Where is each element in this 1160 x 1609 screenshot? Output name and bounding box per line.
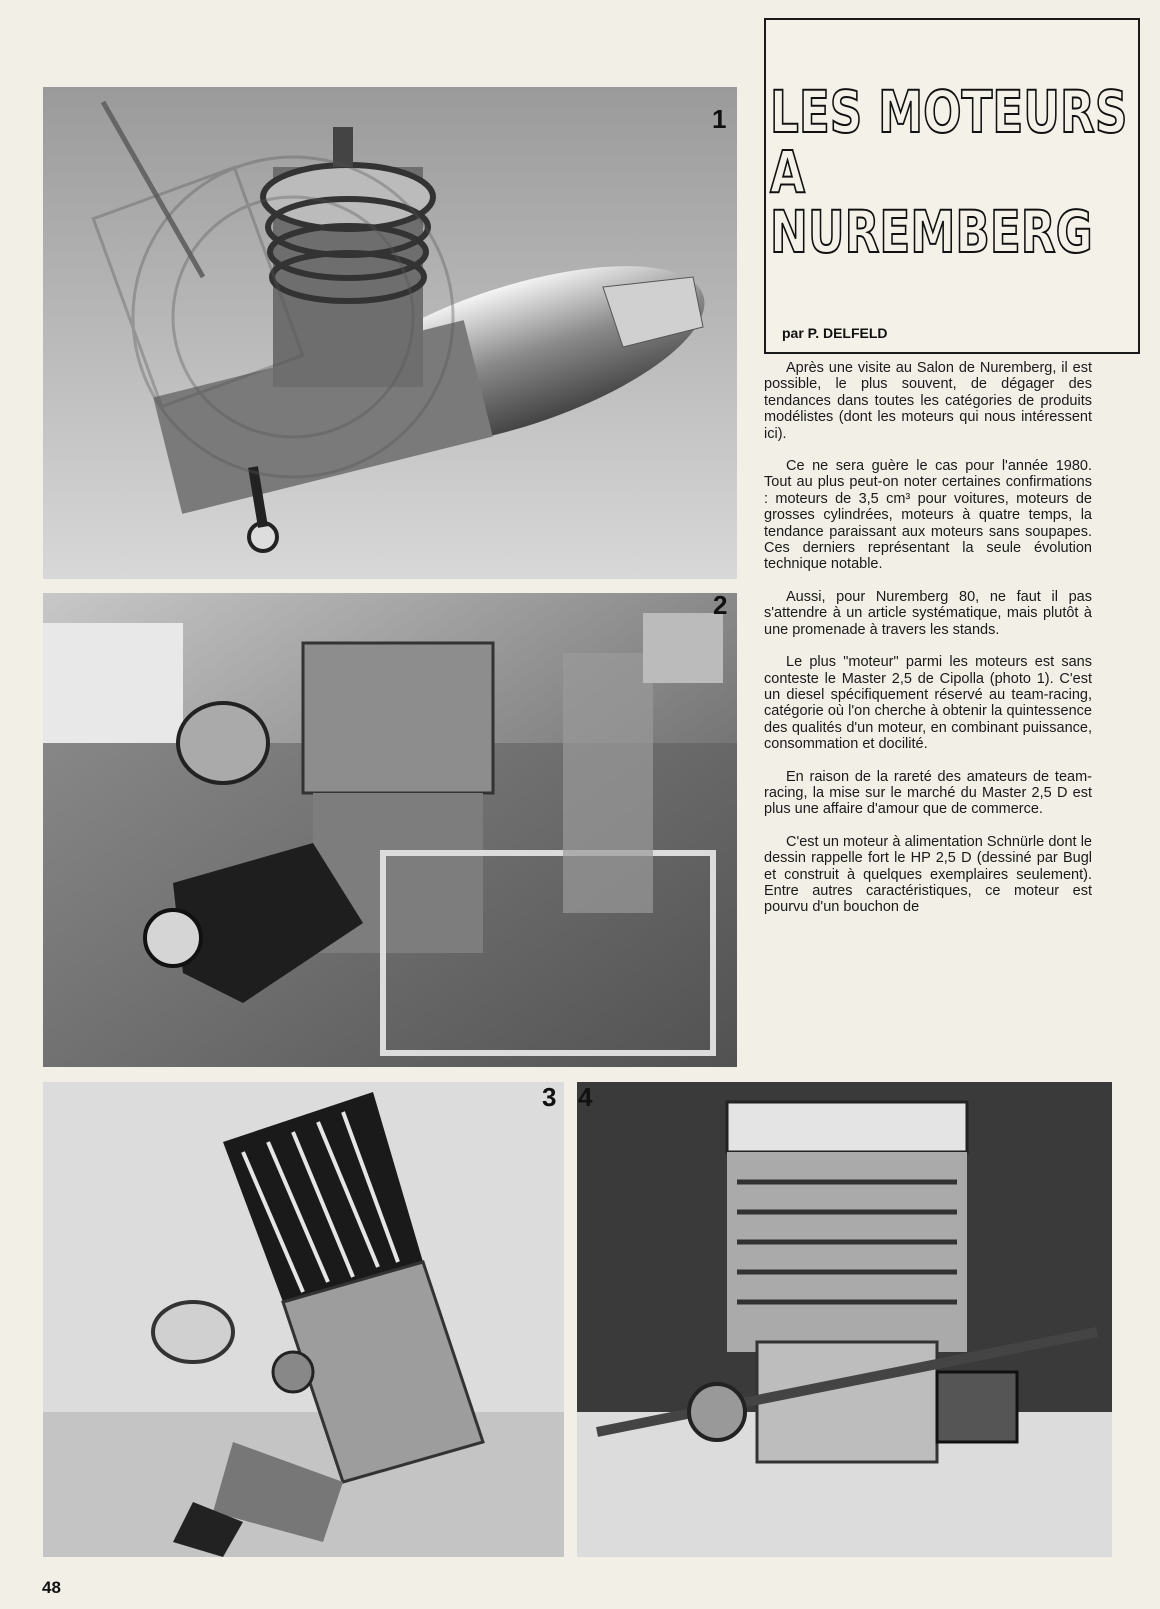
article-paragraph: Ce ne sera guère le cas pour l'année 1980. Tout au plus peut-on noter certaines confirmations : moteurs de 3,5 cm³ pour voitures, moteurs de grosses cylindrées, moteurs à quatre temps, la tendance paraissant aux moteurs sans soupapes. Ces derniers représentant la seule évolution technique notable.	[764, 458, 1092, 573]
title-line-3: NUREMBERG	[770, 198, 1093, 266]
article-paragraph: Aussi, pour Nuremberg 80, ne faut il pas s'attendre à un article systématique, mais plutôt à une promenade à travers les stands.	[764, 588, 1092, 638]
byline: par P. DELFELD	[782, 325, 888, 341]
article-paragraph: C'est un moteur à alimentation Schnürle dont le dessin rappelle fort le HP 2,5 D (dessiné par Bugl et construit à quelques exemplaires seulement). Entre autres caractéristiques, ce moteur est pourvu d'un bouchon de	[764, 833, 1092, 916]
photo-2-engine	[43, 593, 737, 1067]
engine-photo-4-image	[577, 1082, 1112, 1557]
title-line-1: LES MOTEURS	[770, 78, 1128, 146]
photo-3-number: 3	[542, 1082, 557, 1112]
engine-photo-3-image	[43, 1082, 564, 1557]
article-paragraph: Le plus "moteur" parmi les moteurs est sans conteste le Master 2,5 de Cipolla (photo 1). C'est un diesel spécifiquement réservé au team-racing, catégorie où l'on cherche à obtenir la quintessence des qualités d'un moteur, en combinant puissance, consommation et docilité.	[764, 654, 1092, 753]
photo-3-engine	[43, 1082, 564, 1557]
title-box	[764, 18, 1140, 354]
engine-photo-1-image	[43, 87, 737, 579]
title-line-2: A	[770, 138, 806, 206]
photo-2-number: 2	[713, 590, 728, 620]
photo-4-engine	[577, 1082, 1112, 1557]
article-paragraph: Après une visite au Salon de Nuremberg, il est possible, le plus souvent, de dégager des tendances dans toutes les catégories de produits modélistes (dont les moteurs qui nous intéressent ici).	[764, 360, 1092, 442]
article-body	[764, 360, 1092, 932]
article-paragraph: En raison de la rareté des amateurs de team-racing, la mise sur le marché du Master 2,5 D est plus une affaire d'amour que de commerce.	[764, 768, 1092, 818]
photo-1-engine	[43, 87, 737, 579]
photo-1-number: 1	[712, 104, 727, 134]
engine-photo-2-image	[43, 593, 737, 1067]
page-number: 48	[42, 1578, 61, 1597]
photo-4-number: 4	[578, 1082, 593, 1112]
